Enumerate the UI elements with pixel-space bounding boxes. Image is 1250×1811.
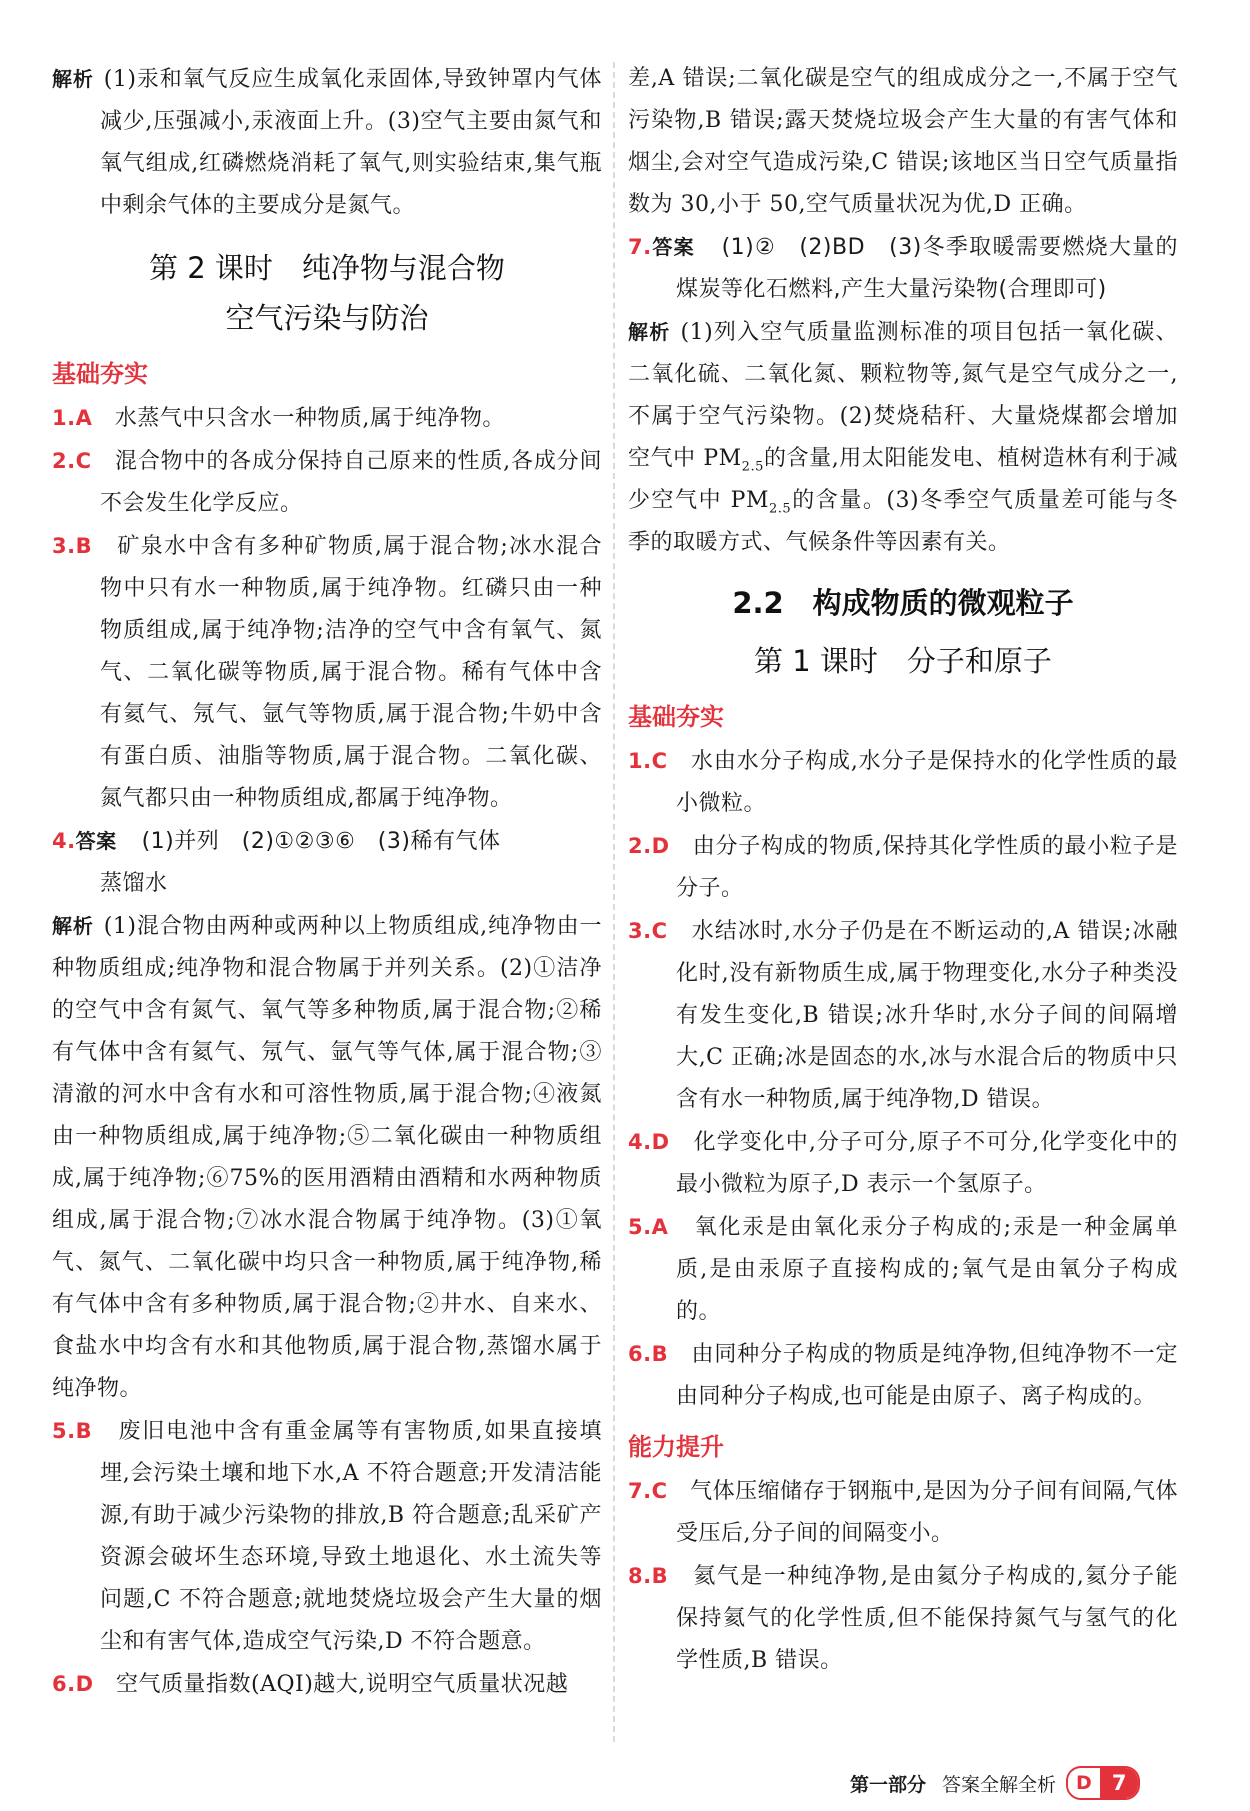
answer-item-4: 4.答案 (1)并列 (2)①②③⑥ (3)稀有气体 [52, 829, 501, 854]
answer-item-r8: 8.B 氦气是一种纯净物,是由氦分子构成的,氦分子能保持氦气的化学性质,但不能保持氮气与氢气的化学性质,B 错误。 [628, 1564, 1178, 1673]
answer-item-6: 6.D 空气质量指数(AQI)越大,说明空气质量状况越 [52, 1672, 569, 1697]
section-basic-right: 基础夯实 [628, 703, 724, 731]
answer-item-r4: 4.D 化学变化中,分子可分,原子不可分,化学变化中的最小微粒为原子,D 表示一个氢原子。 [628, 1130, 1179, 1197]
unit-title: 2.2 构成物质的微观粒子 [732, 586, 1074, 620]
answer-item-3: 3.B 矿泉水中含有多种矿物质,属于混合物;冰水混合物中只有水一种物质,属于纯净物。红磷只由一种物质组成,属于纯净物;洁净的空气中含有氧气、氮气、二氧化碳等物质,属于混合物。稀有气体中含有氦气、氖气、氩气等物质,属于混合物;牛奶中含有蛋白质、油脂等物质,属于混合物。二氧化碳、氮气都只由一种物质组成,都属于纯净物。 [52, 534, 602, 811]
answer-item-5: 5.B 废旧电池中含有重金属等有害物质,如果直接填埋,会污染土壤和地下水,A 不符合题意;开发清洁能源,有助于减少污染物的排放,B 符合题意;乱采矿产资源会破坏生态环境,导致土地退化、水土流失等问题,C 不符合题意;就地焚烧垃圾会产生大量的烟尘和有害气体,造成空气污染,D 不符合题意。 [52, 1419, 603, 1654]
section-basic: 基础夯实 [52, 360, 148, 388]
lesson-title: 第 2 课时 纯净物与混合物 空气污染与防治 [149, 251, 505, 335]
answer-item-4-cont: 蒸馏水 [100, 871, 168, 896]
answer-item-r7: 7.C 气体压缩储存于钢瓶中,是因为分子间有间隔,气体受压后,分子间的间隔变小。 [628, 1479, 1178, 1546]
page-number: 7 [1100, 1768, 1139, 1798]
answer-item-r5: 5.A 氧化汞是由氧化汞分子构成的;汞是一种金属单质,是由汞原子直接构成的;氧气是由氧分子构成的。 [628, 1215, 1178, 1324]
answer-item-1: 1.A 水蒸气中只含水一种物质,属于纯净物。 [52, 406, 505, 431]
page-footer [850, 1765, 1140, 1801]
right-column [628, 58, 1178, 1682]
answer-item-r1: 1.C 水由水分子构成,水分子是保持水的化学性质的最小微粒。 [628, 749, 1178, 816]
analysis-7: 解析 (1)列入空气质量监测标准的项目包括一氧化碳、二氧化硫、二氧化氮、颗粒物等,氮气是空气成分之一,不属于空气污染物。(2)焚烧秸秆、大量烧煤都会增加空气中 $PM_{2.5}$的含量,用太阳能发电、植树造林有利于减少空气中 $PM_{2.5}$的含量。(3)冬季空气质量差可能与冬季的取暖方式、气候条件等因素有关。 [628, 320, 1179, 555]
lesson-title-right: 第 1 课时 分子和原子 [754, 644, 1052, 678]
analysis-4: 解析 (1)混合物由两种或两种以上物质组成,纯净物由一种物质组成;纯净物和混合物属于并列关系。(2)①洁净的空气中含有氮气、氧气等多种物质,属于混合物;②稀有气体中含有氦气、氖气、氩气等气体,属于混合物;③清澈的河水中含有水和可溶性物质,属于混合物;④液氮由一种物质组成,属于纯净物;⑤二氧化碳由一种物质组成,属于纯净物;⑥75%的医用酒精由酒精和水两种物质组成,属于混合物;⑦冰水混合物属于纯净物。(3)①氧气、氮气、二氧化碳中均只含一种物质,属于纯净物,稀有气体中含有多种物质,属于混合物;②井水、自来水、食盐水中均含有水和其他物质,属于混合物,蒸馏水属于纯净物。 [52, 914, 602, 1401]
answer-item-6-cont: 差,A 错误;二氧化碳是空气的组成成分之一,不属于空气污染物,B 错误;露天焚烧垃圾会产生大量的有害气体和烟尘,会对空气造成污染,C 错误;该地区当日空气质量指数为 30,小于 50,空气质量状况为优,D 正确。 [628, 66, 1178, 217]
footer-part: 第一部分 [850, 1773, 927, 1796]
answer-item-2: 2.C 混合物中的各成分保持自己原来的性质,各成分间不会发生化学反应。 [52, 449, 602, 516]
answer-item-r3: 3.C 水结冰时,水分子仍是在不断运动的,A 错误;冰融化时,没有新物质生成,属于物理变化,水分子种类没有发生变化,B 错误;冰升华时,水分子间的间隔增大,C 正确;冰是固态的水,冰与水混合后的物质中只含有水一种物质,属于纯净物,D 错误。 [628, 919, 1179, 1112]
answer-item-7: 7.答案 (1)② (2)BD (3)冬季取暖需要燃烧大量的煤炭等化石燃料,产生大量污染物(合理即可) [628, 235, 1178, 302]
left-column [52, 58, 602, 1706]
answer-item-r6: 6.B 由同种分子构成的物质是纯净物,但纯净物不一定由同种分子构成,也可能是由原子、离子构成的。 [628, 1342, 1178, 1409]
answer-item-r2: 2.D 由分子构成的物质,保持其化学性质的最小粒子是分子。 [628, 834, 1178, 901]
footer-subtitle: 答案全解全析 [942, 1773, 1057, 1796]
footer-letter: D [1068, 1772, 1100, 1794]
intro-analysis: 解析 (1)汞和氧气反应生成氧化汞固体,导致钟罩内气体减少,压强减小,汞液面上升。(3)空气主要由氮气和氧气组成,红磷燃烧消耗了氧气,则实验结束,集气瓶中剩余气体的主要成分是氮气。 [52, 67, 602, 218]
page-number-badge [1066, 1766, 1140, 1800]
section-ability: 能力提升 [628, 1433, 724, 1461]
column-divider [613, 62, 615, 1742]
